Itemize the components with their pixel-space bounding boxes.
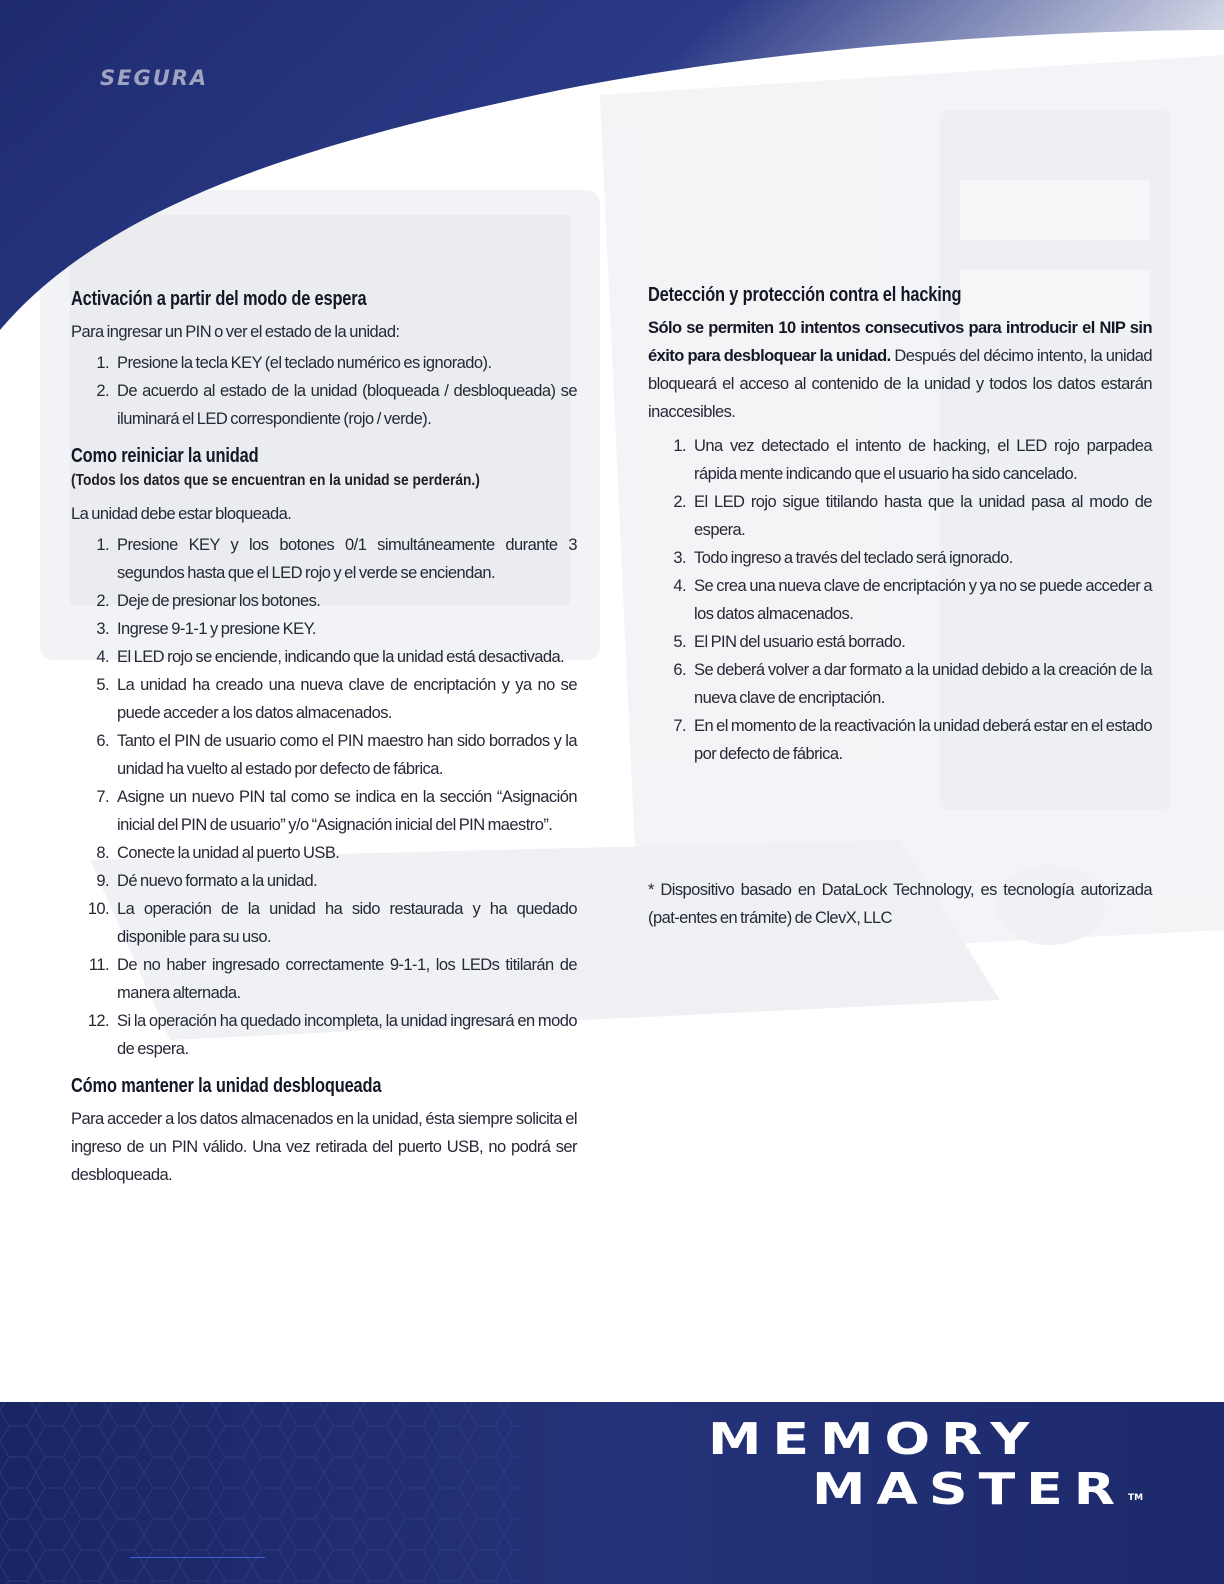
footnote: * Dispositivo basado en DataLock Technology, es tecnología autorizada (pat-entes en trámite) de ClevX, LLC (648, 881, 1152, 927)
logo-line-1: MEMORY (708, 1414, 1041, 1465)
logo-line-2: MASTER (812, 1464, 1127, 1515)
section-title-standby: Activación a partir del modo de espera (71, 288, 367, 310)
lead-bold-text: Sólo se permiten 10 intentos consecutivos para introducir el NIP sin éxito para desbloquear la unidad. (648, 319, 1152, 365)
section-subtitle: (Todos los datos que se encuentran en la unidad se perderán.) (71, 472, 480, 489)
list-item: 1. Una vez detectado el intento de hacking, el LED rojo parpadea rápida mente indicando que el usuario ha sido cancelado. (673, 437, 1152, 483)
paragraph: Para ingresar un PIN o ver el estado de la unidad: (71, 323, 400, 341)
list-item: 12. Si la operación ha quedado incompleta, la unidad ingresará en modo de espera. (87, 1012, 577, 1058)
list-item: 11. De no haber ingresado correctamente 9-1-1, los LEDs titilarán de manera alternada. (88, 956, 577, 1002)
trademark-mark: TM (1128, 1493, 1144, 1503)
list-item: 6. Tanto el PIN de usuario como el PIN maestro han sido borrados y la unidad ha vuelto al estado por defecto de fábrica. (96, 732, 577, 778)
list-item: 4. Se crea una nueva clave de encriptación y ya no se puede acceder a los datos almacenados. (673, 577, 1152, 623)
section-title-hacking: Detección y protección contra el hacking (648, 284, 962, 306)
section-title-reset: Como reiniciar la unidad (71, 445, 259, 467)
list-item: 6. Se deberá volver a dar formato a la unidad debido a la creación de la nueva clave de encriptación. (673, 661, 1152, 707)
ordered-list (71, 349, 577, 433)
paragraph: La unidad debe estar bloqueada. (71, 505, 292, 523)
paragraph: Para acceder a los datos almacenados en la unidad, ésta siempre solicita el ingreso de un PIN válido. Una vez retirada del puerto USB, no podrá ser desbloqueada. (71, 1110, 577, 1184)
right-column (648, 284, 1152, 935)
list-item: 1. Presione KEY y los botones 0/1 simultáneamente durante 3 segundos hasta que el LED rojo y el verde se enciendan. (96, 536, 577, 582)
list-item: 2. El LED rojo sigue titilando hasta que la unidad pasa al modo de espera. (673, 493, 1152, 539)
section-title-keep-unlocked: Cómo mantener la unidad desbloqueada (71, 1075, 382, 1097)
list-item: 10. La operación de la unidad ha sido restaurada y ha quedado disponible para su uso. (87, 900, 577, 946)
list-item: 9. Dé nuevo formato a la unidad. (96, 872, 318, 890)
list-item: 7. En el momento de la reactivación la unidad deberá estar en el estado por defecto de fábrica. (673, 717, 1152, 763)
paragraph (648, 314, 1152, 426)
list-item: 8. Conecte la unidad al puerto USB. (96, 844, 340, 862)
list-item: 7. Asigne un nuevo PIN tal como se indica en la sección “Asignación inicial del PIN de usuario” y/o “Asignación inicial del PIN maestro”. (96, 788, 577, 834)
ordered-list (71, 531, 577, 1063)
footer-link-underline[interactable] (130, 1557, 265, 1558)
ordered-list (648, 432, 1152, 768)
list-item: 5. El PIN del usuario está borrado. (673, 633, 906, 651)
list-item: 5. La unidad ha creado una nueva clave de encriptación y ya no se puede acceder a los datos almacenados. (96, 676, 577, 722)
list-item: 2. De acuerdo al estado de la unidad (bloqueada / desbloqueada) se iluminará el LED correspondiente (rojo / verde). (96, 382, 577, 428)
header-label: SEGURA (100, 66, 209, 90)
list-item: 2. Deje de presionar los botones. (96, 592, 321, 610)
lead-text: Después del décimo intento, la unidad bloqueará el acceso al contenido de la unidad y todos los datos estarán inaccesibles. (648, 347, 1153, 421)
list-item: 3. Ingrese 9-1-1 y presione KEY. (96, 620, 316, 638)
list-item: 1. Presione la tecla KEY (el teclado numérico es ignorado). (96, 354, 492, 372)
list-item: 3. Todo ingreso a través del teclado será ignorado. (673, 549, 1013, 567)
left-column (71, 288, 577, 1192)
list-item: 4. El LED rojo se enciende, indicando que la unidad está desactivada. (96, 648, 565, 666)
